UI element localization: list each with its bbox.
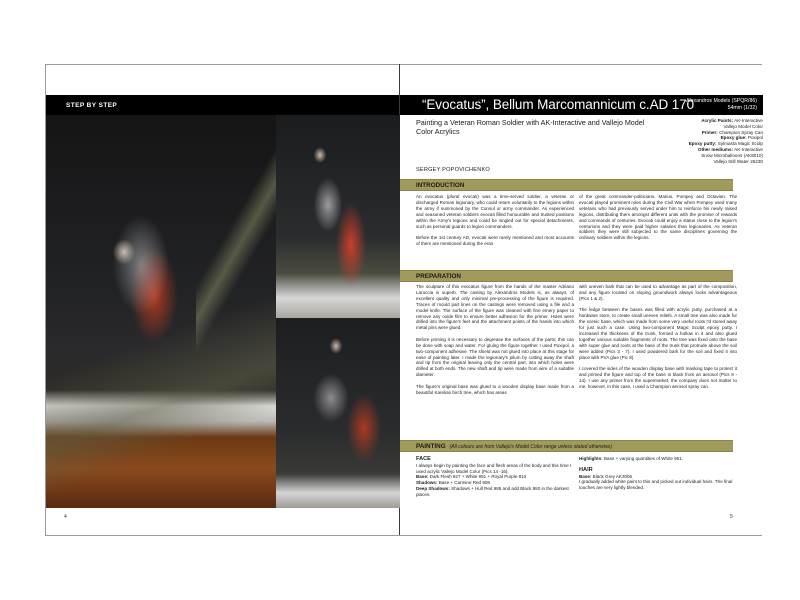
author-name: SERGEY POPOVICHENKO xyxy=(416,167,490,173)
painting-column-1 xyxy=(416,456,574,498)
material-item: Snow Microballoons (AK8010) xyxy=(701,152,763,158)
paragraph: I covered the sides of the wooden display base with masking tape to protect it and primed the figure and top of the base in black from an aerosol (Pics 9 - 14). I use any primer from the supermarket, the company does not matter to me, however, in this case, I used a Champion aerosol spray can. xyxy=(579,366,737,389)
material-item: Epoxy putty: Sylmasta Magic Sculp xyxy=(688,141,763,147)
paragraph: An evocatus (plural evocati) was a time-served soldier, a veteran or discharged Roman legionary, who could return voluntarily to the legions within the army if summoned by the Consul or army commander. As experienced and seasoned veteran soldiers evocati filled honourable and trusted positions within the Army's legions and could be singled out for special detachments, such as personal guards to legion commanders. xyxy=(416,194,574,229)
material-item: Primer: Champion Spray Can xyxy=(701,129,763,135)
article-subtitle: Painting a Veteran Roman Soldier with AK-Interactive and Vallejo Model Color Acrylics xyxy=(416,118,645,136)
recipe-shadows: Shadows: Base + Carmine Red 908 xyxy=(416,480,490,486)
recipe-hair-base: Base: Black Grey AK3006 xyxy=(579,473,633,479)
prep-column-2 xyxy=(579,284,737,395)
photo-three-quarter-view xyxy=(276,318,400,508)
intro-column-2 xyxy=(579,194,737,247)
section-bar-preparation xyxy=(400,270,733,282)
intro-column-1 xyxy=(416,194,574,252)
section-bar-painting xyxy=(400,440,733,452)
paragraph: Before priming it is necessary to degrease the surfaces of the parts; this can be done with soap and water. For gluing the figure together I used Poxipol, a two-component adhesive. The shield was not glued into place at this stage for ease of painting later. I made the legionary's pilum by cutting away the shaft and tip from the original leaving only the central part, into which holes were drilled at both ends. The new shaft and tip were made from wire of a suitable diameter. xyxy=(416,336,574,378)
recipe-deep-shadows: Deep Shadows: Shadows + Hull Red 985 and add Black 950 in the darkest places. xyxy=(416,486,569,498)
section-heading: PREPARATION xyxy=(416,272,461,280)
paragraph: I gradually added white paint to this and picked out individual hairs. The final touches are very lightly blended. xyxy=(579,479,733,491)
recipe-base: Base: Dark Flesh 927 + White 951 + Royal Purple 810 xyxy=(416,474,527,480)
material-item: Epoxy glue: Poxipol xyxy=(720,135,763,141)
article-title: “Evocatus”, Bellum Marcomannicum c.AD 170 xyxy=(422,97,694,112)
material-item: Acrylic Paints: AK-Interactive xyxy=(701,118,763,123)
prep-column-1 xyxy=(416,284,574,401)
right-page-number: 5 xyxy=(730,514,733,520)
section-label: STEP BY STEP xyxy=(66,102,118,109)
section-bar-introduction xyxy=(400,179,733,191)
material-item: Vallejo Still Water 26230 xyxy=(713,158,763,164)
materials-list xyxy=(633,118,763,164)
subheading-hair: HAIR xyxy=(579,466,593,473)
model-info xyxy=(686,98,757,112)
painting-column-2 xyxy=(579,456,737,491)
photo-side-view xyxy=(276,115,400,318)
section-note: (All colours are from Vallejo's Model Color range unless stated otherwise) xyxy=(449,443,612,450)
paragraph: The ledge between the bases was filled with acrylic putty, purchased at a hardware store, to create small uneven reliefs. A small tree was also made for the scenic base, which was made from some very useful roots I'd stored away for just such a case. Using two-component Magic Sculpt epoxy putty, I increased the thickness of the trunk, formed a hollow in it and also glued together various suitable fragments of roots. The tree was fixed onto the base with super glue and roots at the base of the trunk that protrude above the soil were added (Pics 3 - 7). I used powdered bark for the soil and fixed it into place with PVA glue (Pic 8). xyxy=(579,307,737,360)
section-heading: PAINTING (All colours are from Vallejo's Model Color range unless stated otherwise) xyxy=(416,442,612,450)
left-page-number: 4 xyxy=(64,514,67,520)
left-header-band xyxy=(46,95,399,115)
recipe-highlights: Highlights: Base + varying quantities of White 951. xyxy=(579,456,684,461)
photo-main-diorama xyxy=(46,115,276,508)
paragraph: I always begin by painting the face and flesh areas of the body and this time I used acrylic Vallejo Model Color (Pics 14 -16). xyxy=(416,462,572,474)
paragraph: of the great commander-politicians, Marius, Pompey and Octavian. The evocati played prominent roles during the Civil War when Pompey used many veterans who had previously served under him to reinforce his newly raised legions, distributing them amongst different units with the promise of rewards and commands of centuries. Evocati could enjoy a status close to the legion's centurions and they were paid higher salaries than legionaries. As veteran soldiers they were still subjected to the same disciplines governing the ordinary soldiers within the legions. xyxy=(579,194,737,241)
paragraph: Before the 1st century AD, evocati were rarely mentioned and most accounts of them are mentioned during the eras xyxy=(416,235,574,246)
paragraph: The figure's original base was glued to a wooden display base made from a beautiful Karelian birch tree, which has areas xyxy=(416,383,574,395)
model-scale: 54mm (1/32) xyxy=(727,105,757,111)
paragraph: The sculpture of this evocatus figure from the hands of the master Adriano Laruccia is superb. The casting by Alexandros Models is, as always, of excellent quality and only minimal pre-processing of the figure is required. Traces of mould part lines on the castings were removed using a file and a model knife. The surface of the figure was cleaned with fine emery paper to remove any oxide film to ensure better adhesion for the primer. Holes were drilled into the figure's feet and the attachment points of the hands into which metal pins were glued. xyxy=(416,284,574,331)
model-maker: Alexandros Models (SPQR/86) xyxy=(686,98,757,104)
section-heading: INTRODUCTION xyxy=(416,181,465,189)
paragraph: with uneven bark that can be used to advantage as part of the composition, and any figure located on sloping groundwork always looks advantageous (Pics 1 & 2). xyxy=(579,284,737,301)
material-item: Vallejo Model Color xyxy=(723,123,763,129)
tree-detail xyxy=(196,115,276,405)
material-item: Other mediums: AK-Interactive xyxy=(697,146,763,152)
title-band xyxy=(400,95,763,115)
subheading-face: FACE xyxy=(416,456,431,462)
